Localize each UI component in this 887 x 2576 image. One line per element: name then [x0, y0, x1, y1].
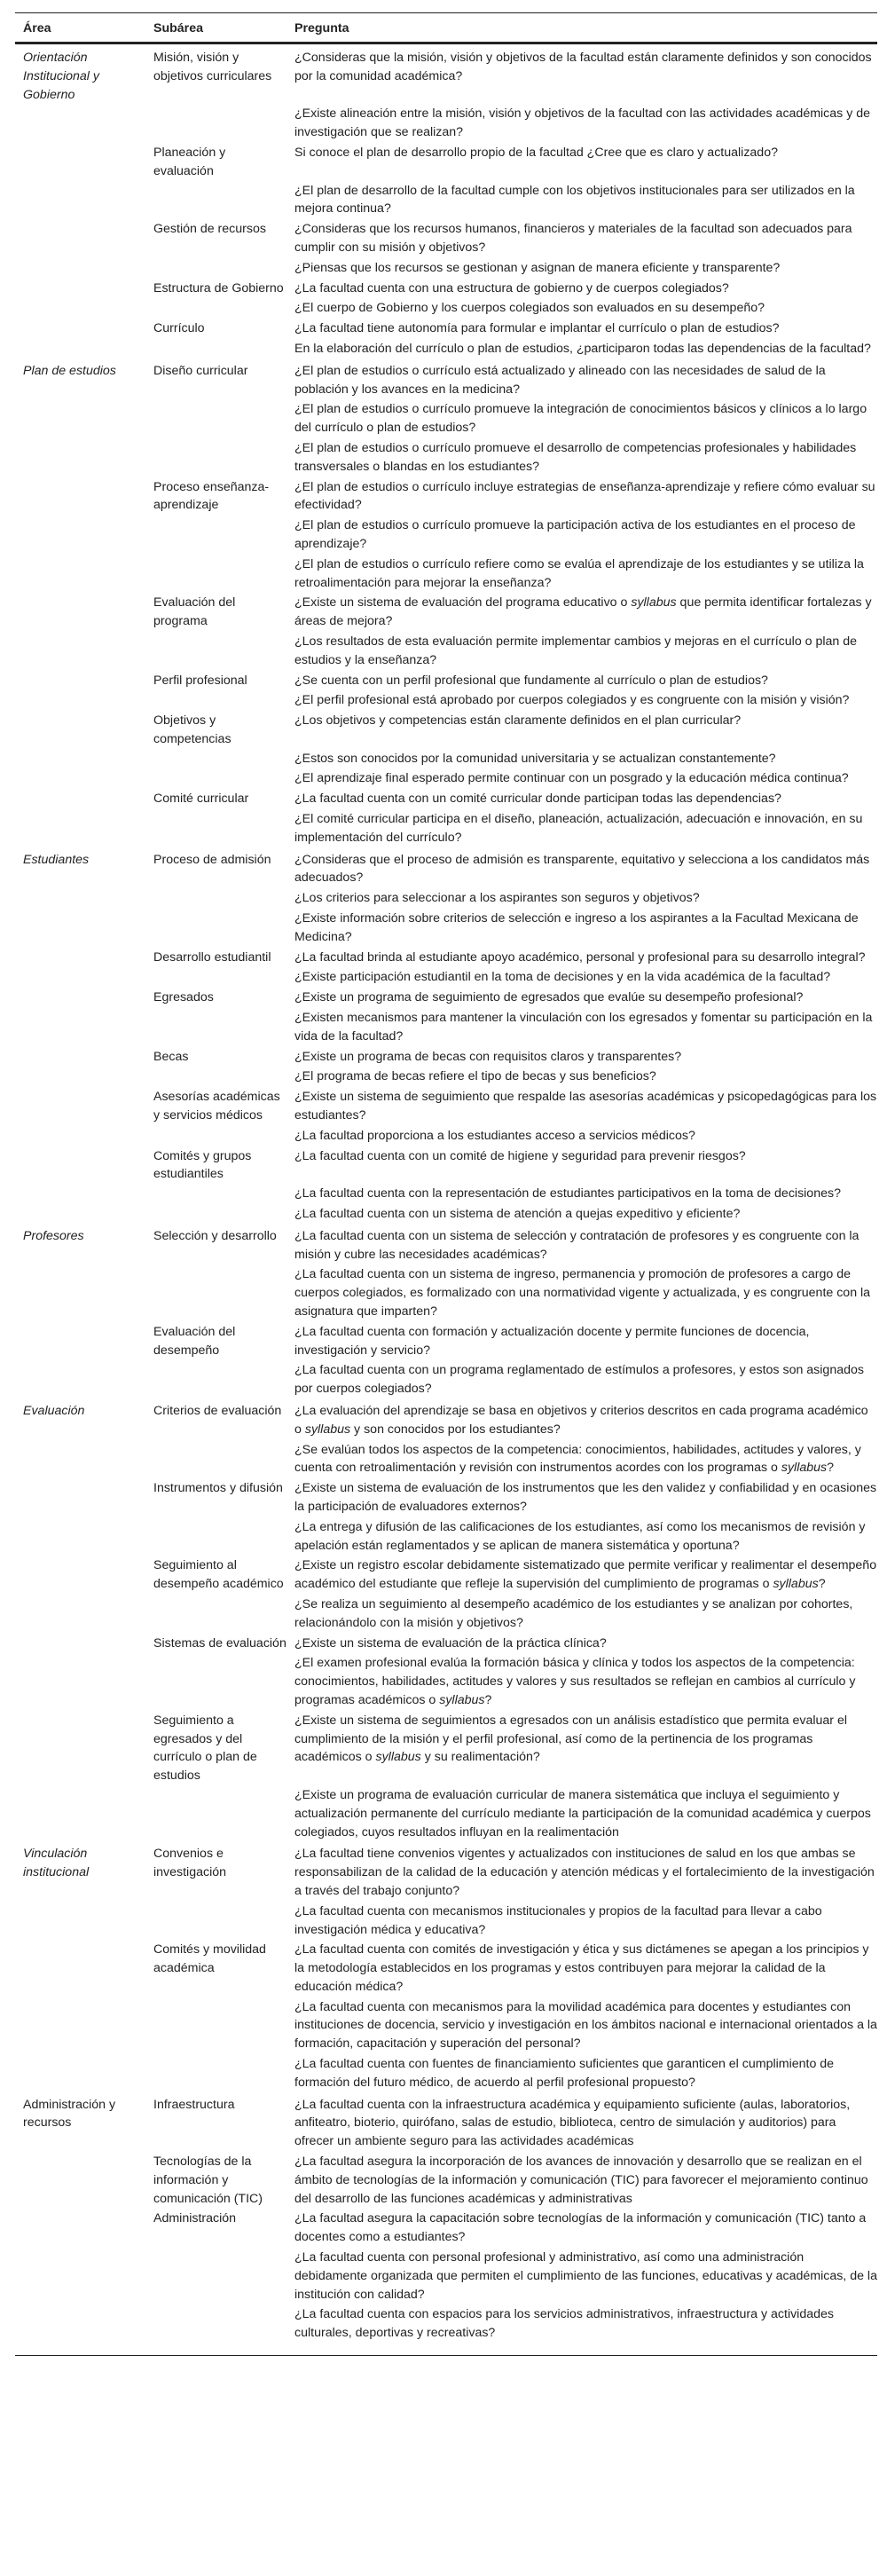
questionnaire-table	[15, 12, 877, 2356]
area-cell	[15, 1785, 145, 1842]
question-cell: ¿Estos son conocidos por la comunidad universitaria y se actualizan constantemente?	[294, 751, 776, 766]
subarea-cell: Selección y desarrollo	[153, 1228, 277, 1243]
subarea-cell: Instrumentos y difusión	[153, 1481, 283, 1496]
table-row	[15, 359, 877, 400]
table-row	[15, 319, 877, 339]
subarea-cell: Convenios e investigación	[153, 1847, 227, 1880]
area-cell	[15, 789, 145, 809]
area-cell	[15, 1184, 145, 1204]
table-row	[15, 1067, 877, 1087]
subarea-cell	[145, 1204, 287, 1225]
subarea-cell: Criterios de evaluación	[153, 1403, 282, 1418]
table-row	[15, 2248, 877, 2304]
subarea-cell	[145, 1785, 287, 1842]
question-cell: ¿El plan de estudios o currículo promueve la participación activa de los estudiantes en el proceso de aprendizaje?	[294, 518, 856, 551]
question-cell: ¿La facultad cuenta con formación y actualización docente y permite funciones de docencia, investigación y servicio?	[294, 1324, 810, 1358]
area-cell	[15, 967, 145, 988]
question-cell: ¿El plan de estudios o currículo promueve la integración de conocimientos básicos y clínicos a lo largo del currículo o plan de estudios?	[294, 402, 867, 436]
question-cell: ¿Existe un sistema de seguimiento que respalde las asesorías académicas y psicopedagógicas para los estudiantes?	[294, 1090, 877, 1123]
subarea-cell	[145, 1067, 287, 1087]
area-cell	[15, 888, 145, 909]
subarea-cell	[145, 1653, 287, 1710]
question-cell: ¿La facultad brinda al estudiante apoyo académico, personal y profesional para su desarrollo integral?	[294, 949, 866, 965]
question-cell: Si conoce el plan de desarrollo propio de la facultad ¿Cree que es claro y actualizado?	[294, 145, 778, 160]
subarea-cell: Proceso de admisión	[153, 852, 271, 867]
table-row	[15, 1478, 877, 1517]
table-row	[15, 43, 877, 105]
table-row	[15, 1634, 877, 1654]
question-cell: ¿Existe participación estudiantil en la toma de decisiones y en la vida académica de la facultad?	[294, 970, 831, 985]
question-cell: ¿Los objetivos y competencias están claramente definidos en el plan curricular?	[294, 713, 742, 729]
area-cell: Orientación Institucional y Gobierno	[23, 51, 99, 102]
area-cell	[15, 948, 145, 968]
area-cell	[15, 809, 145, 848]
question-cell: ¿El plan de estudios o currículo incluye estrategias de enseñanza-aprendizaje y refiere cómo evaluar su efectividad?	[294, 479, 875, 513]
subarea-cell	[145, 1126, 287, 1146]
question-cell: ¿El cuerpo de Gobierno y los cuerpos colegiados son evaluados en su desempeño?	[294, 301, 765, 316]
subarea-cell: Infraestructura	[153, 2097, 235, 2112]
subarea-cell: Estructura de Gobierno	[153, 280, 284, 295]
subarea-cell: Evaluación del desempeño	[153, 1324, 236, 1358]
table-row	[15, 888, 877, 909]
question-cell: ¿La facultad tiene autonomía para formular e implantar el currículo o plan de estudios?	[294, 321, 780, 336]
subarea-cell: Asesorías académicas y servicios médicos	[153, 1090, 280, 1123]
subarea-cell: Diseño curricular	[153, 363, 248, 378]
area-cell	[15, 143, 145, 181]
subarea-cell	[145, 809, 287, 848]
header-subarea: Subárea	[153, 21, 203, 35]
area-cell: Estudiantes	[23, 852, 90, 867]
area-cell	[15, 593, 145, 632]
area-cell	[15, 1264, 145, 1321]
area-cell	[15, 1087, 145, 1126]
area-cell	[15, 749, 145, 769]
table-row	[15, 632, 877, 671]
question-cell: ¿El plan de estudios o currículo promueve el desarrollo de competencias profesionales y habilidades transversales o blandas en los estudiantes?	[294, 440, 857, 474]
table-header	[15, 13, 877, 43]
table-row	[15, 690, 877, 711]
question-cell: ¿Existe un programa de becas con requisitos claros y transparentes?	[294, 1049, 682, 1064]
subarea-cell	[145, 339, 287, 359]
question-cell: ¿La facultad tiene convenios vigentes y actualizados con instituciones de salud en los que ambas se responsabilizan de la calidad de la educación y atención médicas y el fortalecimiento de la investigación a través del trabajo conjunto?	[294, 1847, 875, 1898]
table-row	[15, 298, 877, 319]
question-cell: ¿La facultad cuenta con un sistema de selección y contratación de profesores y es congruente con la misión y cubre las necesidades académicas?	[294, 1228, 860, 1262]
question-cell: ¿Consideras que la misión, visión y objetivos de la facultad están claramente definidos y son conocidos por la comunidad académica?	[294, 51, 872, 83]
table-row	[15, 279, 877, 299]
subarea-cell: Evaluación del programa	[153, 595, 236, 629]
question-cell: ¿El examen profesional evalúa la formación básica y clínica y todos los aspectos de la competencia: conocimientos, habilidades, actitudes y valores y sus resultados se reflejan en cambios al currículo y programas académicos o syllabus?	[294, 1656, 856, 1707]
question-cell: ¿Consideras que el proceso de admisión es transparente, equitativo y selecciona a los candidatos más adecuados?	[294, 852, 870, 886]
question-cell: ¿Existe un programa de evaluación curricular de manera sistemática que incluya el seguimiento y actualización permanente del currículo mediante la participación de la comunidad académica y cuerpos colegiados, cuyos resultados influyan en la realimentación	[294, 1787, 871, 1839]
subarea-cell	[145, 298, 287, 319]
area-cell	[15, 181, 145, 220]
subarea-cell	[145, 2304, 287, 2355]
subarea-cell	[145, 690, 287, 711]
table-row	[15, 1556, 877, 1595]
question-cell: ¿La facultad cuenta con personal profesional y administrativo, así como una administración debidamente organizada que permiten el cumplimiento de las funciones, educativas y académicas, de la institución con calidad?	[294, 2250, 877, 2302]
area-cell	[15, 1440, 145, 1479]
subarea-cell	[145, 1440, 287, 1479]
table-row	[15, 967, 877, 988]
area-cell: Vinculación institucional	[23, 1847, 90, 1880]
subarea-cell: Comités y grupos estudiantiles	[153, 1148, 252, 1182]
area-cell	[15, 516, 145, 555]
subarea-cell: Tecnologías de la información y comunicación (TIC)	[153, 2155, 263, 2206]
question-cell: ¿La facultad cuenta con un comité de higiene y seguridad para prevenir riesgos?	[294, 1148, 746, 1163]
subarea-cell	[145, 1517, 287, 1556]
question-cell: ¿Existe un sistema de evaluación de los instrumentos que les den validez y confiabilidad y en ocasiones la participación de evaluadores externos?	[294, 1481, 877, 1514]
area-cell	[15, 1204, 145, 1225]
header-pregunta: Pregunta	[294, 21, 349, 35]
table-row	[15, 1711, 877, 1785]
table-row	[15, 1225, 877, 1265]
area-cell	[15, 1595, 145, 1634]
question-cell: ¿La facultad asegura la incorporación de los avances de innovación y desarrollo que se realizan en el ámbito de tecnologías de la información y comunicación (TIC) para favorecer el mejoramiento continuo del desarrollo de las funciones académicas y administrativas	[294, 2155, 868, 2206]
subarea-cell: Egresados	[153, 990, 214, 1005]
question-cell: ¿La evaluación del aprendizaje se basa en objetivos y criterios descritos en cada programa académico o syllabus y son conocidos por los estudiantes?	[294, 1403, 868, 1437]
table-row	[15, 2152, 877, 2209]
area-cell	[15, 1360, 145, 1399]
question-cell: ¿La facultad cuenta con un sistema de ingreso, permanencia y promoción de profesores a cargo de cuerpos colegiados, es formalizado con una normatividad vigente y actualizada, y es congruente con la asignatura que imparten?	[294, 1267, 871, 1319]
area-cell	[15, 1517, 145, 1556]
subarea-cell	[145, 2248, 287, 2304]
subarea-cell	[145, 1997, 287, 2054]
area-cell	[15, 2248, 145, 2304]
area-cell	[15, 671, 145, 691]
area-cell	[15, 1653, 145, 1710]
question-cell: ¿El plan de estudios o currículo está actualizado y alineado con las necesidades de salud de la población y los avances en la medicina?	[294, 363, 826, 397]
table-row	[15, 339, 877, 359]
question-cell: ¿La facultad cuenta con la representación de estudiantes participativos en la toma de decisiones?	[294, 1186, 841, 1201]
table-row	[15, 1842, 877, 1901]
subarea-cell	[145, 888, 287, 909]
area-cell	[15, 1047, 145, 1067]
question-cell: ¿Los criterios para seleccionar a los aspirantes son seguros y objetivos?	[294, 891, 700, 906]
question-cell: ¿El comité curricular participa en el diseño, planeación, actualización, adecuación e innovación, en su implementación del currículo?	[294, 812, 863, 845]
table-row	[15, 555, 877, 594]
subarea-cell: Proceso enseñanza-aprendizaje	[153, 479, 270, 513]
subarea-cell	[145, 967, 287, 988]
table-body	[15, 43, 877, 2356]
table-row	[15, 143, 877, 181]
area-cell	[15, 399, 145, 438]
table-row	[15, 1184, 877, 1204]
table-row	[15, 477, 877, 516]
table-row	[15, 948, 877, 968]
subarea-cell	[145, 909, 287, 948]
question-cell: ¿El plan de estudios o currículo refiere como se evalúa el aprendizaje de los estudiantes y se utiliza la retroalimentación para mejorar la enseñanza?	[294, 556, 864, 590]
question-cell: ¿Existe información sobre criterios de selección e ingreso a los aspirantes a la Facultad Mexicana de Medicina?	[294, 911, 859, 944]
subarea-cell: Objetivos y competencias	[153, 713, 232, 746]
table-row	[15, 593, 877, 632]
table-row	[15, 1902, 877, 1941]
table-row	[15, 671, 877, 691]
question-cell: ¿Consideras que los recursos humanos, financieros y materiales de la facultad son adecuados para cumplir con su misión y objetivos?	[294, 222, 852, 255]
table-row	[15, 768, 877, 789]
table-row	[15, 848, 877, 889]
question-cell: ¿El plan de desarrollo de la facultad cumple con los objetivos institucionales para ser utilizados en la mejora continua?	[294, 183, 855, 217]
area-cell	[15, 1556, 145, 1595]
subarea-cell	[145, 555, 287, 594]
table-row	[15, 809, 877, 848]
area-cell	[15, 1902, 145, 1941]
question-cell: ¿La facultad asegura la capacitación sobre tecnologías de la información y comunicación (TIC) tanto a docentes como a estudiantes?	[294, 2211, 867, 2245]
subarea-cell	[145, 438, 287, 477]
table-row	[15, 1399, 877, 1440]
table-row	[15, 1360, 877, 1399]
question-cell: ¿La facultad cuenta con una estructura de gobierno y de cuerpos colegiados?	[294, 280, 729, 295]
area-cell	[15, 1322, 145, 1361]
question-cell: ¿La facultad cuenta con la infraestructura académica y equipamiento suficiente (aulas, laboratorios, anfiteatro, bioterio, quirófano, salas de estudio, biblioteca, centro de simulación y auditorios) para ofrecer un ambiente seguro para las actividades académicas	[294, 2097, 851, 2149]
question-cell: ¿Los resultados de esta evaluación permite implementar cambios y mejoras en el currículo o plan de estudios y la enseñanza?	[294, 634, 858, 667]
question-cell: ¿Existe un registro escolar debidamente sistematizado que permite verificar y realimentar el desempeño académico del estudiante que refleje la supervisión del cumplimiento de programas o syllabus?	[294, 1558, 877, 1592]
table-row	[15, 1785, 877, 1842]
question-cell: ¿Se cuenta con un perfil profesional que fundamente al currículo o plan de estudios?	[294, 673, 768, 688]
area-cell	[15, 1997, 145, 2054]
table-row	[15, 1997, 877, 2054]
area-cell: Administración y recursos	[23, 2097, 116, 2131]
table-row	[15, 1322, 877, 1361]
subarea-cell	[145, 1008, 287, 1047]
table-row	[15, 399, 877, 438]
question-cell: ¿Piensas que los recursos se gestionan y asignan de manera eficiente y transparente?	[294, 260, 781, 275]
area-cell	[15, 258, 145, 279]
question-cell: ¿Existe un sistema de evaluación del programa educativo o syllabus que permita identificar fortalezas y áreas de mejora?	[294, 595, 872, 629]
table-row	[15, 988, 877, 1008]
question-cell: ¿El aprendizaje final esperado permite continuar con un posgrado y la educación médica continua?	[294, 771, 849, 786]
area-cell	[15, 1146, 145, 1185]
subarea-cell	[145, 104, 287, 143]
subarea-cell: Seguimiento al desempeño académico	[153, 1558, 284, 1592]
subarea-cell	[145, 632, 287, 671]
subarea-cell: Misión, visión y objetivos curriculares	[153, 51, 272, 83]
table-row	[15, 438, 877, 477]
subarea-cell: Administración	[153, 2211, 237, 2226]
subarea-cell	[145, 516, 287, 555]
question-cell: En la elaboración del currículo o plan de estudios, ¿participaron todas las dependencias de la facultad?	[294, 341, 871, 356]
table-row	[15, 1008, 877, 1047]
table-row	[15, 219, 877, 258]
area-cell: Profesores	[23, 1228, 84, 1243]
subarea-cell: Becas	[153, 1049, 189, 1064]
question-cell: ¿Se evalúan todos los aspectos de la competencia: conocimientos, habilidades, actitudes y valores, y cuenta con retroalimentación y revisión con instrumentos acordes con los programas o syllabus?	[294, 1442, 861, 1476]
table-row	[15, 1440, 877, 1479]
table-row	[15, 909, 877, 948]
question-cell: ¿Se realiza un seguimiento al desempeño académico de los estudiantes y se analizan por cohortes, relacionándolo con la misión y objetivos?	[294, 1596, 853, 1630]
table-row	[15, 2209, 877, 2248]
subarea-cell: Perfil profesional	[153, 673, 247, 688]
area-cell	[15, 1634, 145, 1654]
area-cell	[15, 988, 145, 1008]
area-cell: Evaluación	[23, 1403, 85, 1418]
area-cell	[15, 2152, 145, 2209]
subarea-cell	[145, 1595, 287, 1634]
area-cell	[15, 690, 145, 711]
table-row	[15, 789, 877, 809]
question-cell: ¿La facultad cuenta con un sistema de atención a quejas expeditivo y eficiente?	[294, 1207, 741, 1222]
question-cell: ¿La facultad cuenta con mecanismos institucionales y propios de la facultad para llevar a cabo investigación médica y educativa?	[294, 1903, 822, 1937]
question-cell: ¿La entrega y difusión de las calificaciones de los estudiantes, así como los mecanismos de revisión y apelación están reglamentados y se aplican de manera sistemática y oportuna?	[294, 1519, 866, 1553]
question-cell: ¿Existe alineación entre la misión, visión y objetivos de la facultad con las actividades académicas y de investigación que se realizan?	[294, 106, 871, 140]
subarea-cell	[145, 1360, 287, 1399]
subarea-cell: Seguimiento a egresados y del currículo o plan de estudios	[153, 1713, 257, 1784]
area-cell	[15, 711, 145, 749]
area-cell	[15, 768, 145, 789]
subarea-cell: Sistemas de evaluación	[153, 1635, 287, 1650]
question-cell: ¿La facultad cuenta con fuentes de financiamiento suficientes que garanticen el cumplimiento de formación del futuro médico, de acuerdo al perfil profesional propuesto?	[294, 2057, 835, 2090]
area-cell	[15, 104, 145, 143]
area-cell	[15, 2209, 145, 2248]
question-cell: ¿La facultad cuenta con un programa reglamentado de estímulos a profesores, y estos son asignados por cuerpos colegiados?	[294, 1363, 864, 1397]
area-cell	[15, 1008, 145, 1047]
subarea-cell	[145, 1264, 287, 1321]
subarea-cell: Comité curricular	[153, 792, 249, 807]
table-row	[15, 1126, 877, 1146]
question-cell: ¿El perfil profesional está aprobado por cuerpos colegiados y es congruente con la misión y visión?	[294, 693, 850, 708]
subarea-cell: Desarrollo estudiantil	[153, 949, 271, 965]
table-row	[15, 516, 877, 555]
area-cell	[15, 279, 145, 299]
question-cell: ¿Existe un sistema de seguimientos a egresados con un análisis estadístico que permita evaluar el cumplimiento de la misión y el perfil profesional, así como de la pertinencia de los programas académicos o syllabus y su realimentación?	[294, 1713, 848, 1765]
area-cell	[15, 909, 145, 948]
area-cell	[15, 298, 145, 319]
table-row	[15, 2054, 877, 2093]
table-row	[15, 711, 877, 749]
question-cell: ¿Existe un programa de seguimiento de egresados que evalúe su desempeño profesional?	[294, 990, 804, 1005]
area-cell	[15, 2304, 145, 2355]
area-cell	[15, 632, 145, 671]
area-cell	[15, 1067, 145, 1087]
area-cell	[15, 319, 145, 339]
subarea-cell	[145, 749, 287, 769]
subarea-cell: Comités y movilidad académica	[153, 1942, 266, 1976]
table-row	[15, 1653, 877, 1710]
question-cell: ¿La facultad cuenta con comités de investigación y ética y sus dictámenes se apegan a los principios y la metodología establecidos en los programas y estos contribuyen para mejorar la calidad de la educación médica?	[294, 1942, 869, 1994]
table-row	[15, 1047, 877, 1067]
area-cell	[15, 339, 145, 359]
table-row	[15, 2093, 877, 2152]
area-cell	[15, 555, 145, 594]
subarea-cell	[145, 258, 287, 279]
table-row	[15, 1517, 877, 1556]
table-row	[15, 1264, 877, 1321]
table-row	[15, 1146, 877, 1185]
subarea-cell: Currículo	[153, 321, 205, 336]
area-cell	[15, 219, 145, 258]
header-area: Área	[23, 21, 51, 35]
table-row	[15, 1595, 877, 1634]
subarea-cell	[145, 1902, 287, 1941]
subarea-cell	[145, 2054, 287, 2093]
question-cell: ¿El programa de becas refiere el tipo de becas y sus beneficios?	[294, 1069, 656, 1084]
table-row	[15, 104, 877, 143]
area-cell	[15, 1478, 145, 1517]
area-cell	[15, 1940, 145, 1997]
subarea-cell	[145, 1184, 287, 1204]
table-row	[15, 1940, 877, 1997]
subarea-cell: Planeación y evaluación	[153, 145, 226, 178]
area-cell	[15, 1711, 145, 1785]
table-row	[15, 1204, 877, 1225]
area-cell	[15, 477, 145, 516]
area-cell: Plan de estudios	[23, 363, 116, 378]
subarea-cell	[145, 181, 287, 220]
subarea-cell: Gestión de recursos	[153, 222, 266, 237]
subarea-cell	[145, 399, 287, 438]
area-cell	[15, 1126, 145, 1146]
table-row	[15, 181, 877, 220]
question-cell: ¿Existen mecanismos para mantener la vinculación con los egresados y fomentar su participación en la vida de la facultad?	[294, 1011, 873, 1044]
table-row	[15, 258, 877, 279]
table-row	[15, 749, 877, 769]
question-cell: ¿La facultad cuenta con espacios para los servicios administrativos, infraestructura y actividades culturales, deportivas y recreativas?	[294, 2307, 834, 2341]
question-cell: ¿Existe un sistema de evaluación de la práctica clínica?	[294, 1635, 607, 1650]
question-cell: ¿La facultad cuenta con mecanismos para la movilidad académica para docentes y estudiantes con instituciones de docencia, servicio y investigación en los ámbitos nacional e internacional orientados a la formación, capacitación y superación del personal?	[294, 1999, 877, 2052]
question-cell: ¿La facultad proporciona a los estudiantes acceso a servicios médicos?	[294, 1128, 695, 1143]
subarea-cell	[145, 768, 287, 789]
area-cell	[15, 438, 145, 477]
table-row	[15, 1087, 877, 1126]
question-cell: ¿La facultad cuenta con un comité curricular donde participan todas las dependencias?	[294, 792, 781, 807]
table-row	[15, 2304, 877, 2355]
area-cell	[15, 2054, 145, 2093]
